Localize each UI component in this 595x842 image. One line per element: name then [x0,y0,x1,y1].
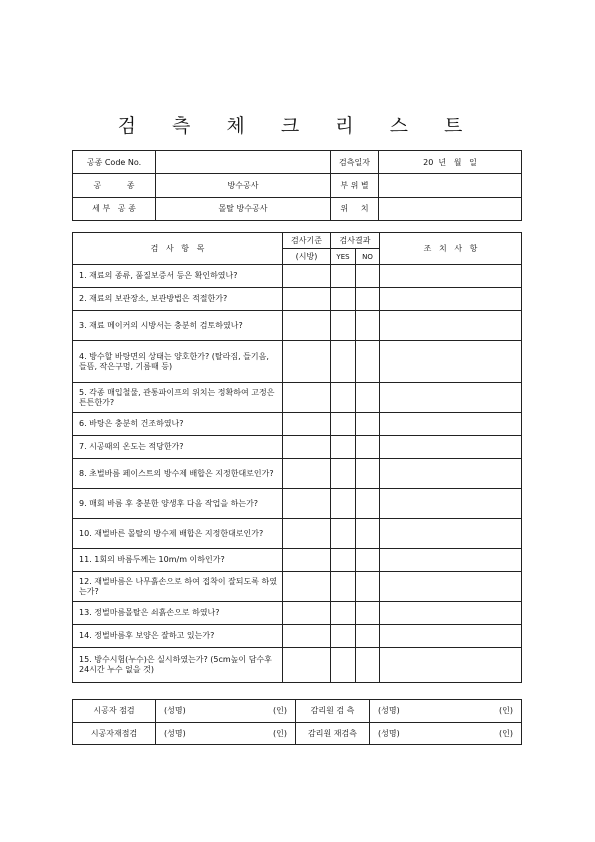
name-placeholder: (성명) [378,706,400,716]
checklist-item-text: 15. 방수시험(누수)은 실시하였는가? (5cm높이 담수후 24시간 누수 없을 것) [73,648,283,683]
checklist-item-text: 13. 정벌마름몰탈은 쇠흙손으로 하였나? [73,602,283,625]
supervisor-check-signature[interactable] [370,700,522,723]
criteria-cell[interactable] [283,625,331,648]
criteria-cell[interactable] [283,288,331,311]
contractor-recheck-signature[interactable] [156,722,296,745]
supervisor-check-label: 감리원 검 측 [296,700,370,723]
work-type-label: 공 종 [73,174,156,197]
criteria-cell[interactable] [283,459,331,489]
action-cell[interactable] [380,625,522,648]
criteria-cell[interactable] [283,341,331,383]
no-cell[interactable] [356,383,380,413]
yes-cell[interactable] [331,311,356,341]
name-placeholder: (성명) [164,706,186,716]
inspection-date-field[interactable]: 20 년 월 일 [379,151,522,174]
checklist-item-text: 2. 재료의 보관장소, 보관방법은 적절한가? [73,288,283,311]
action-cell[interactable] [380,341,522,383]
checklist-row [73,288,522,311]
checklist-row [73,549,522,572]
yes-cell[interactable] [331,265,356,288]
checklist-row [73,648,522,683]
detail-work-label: 세 부 공 종 [73,197,156,220]
action-cell[interactable] [380,383,522,413]
checklist-item-text: 12. 재벌바름은 나무흙손으로 하여 접착이 잘되도록 하였는가? [73,572,283,602]
yes-cell[interactable] [331,648,356,683]
supervisor-recheck-signature[interactable] [370,722,522,745]
action-cell[interactable] [380,413,522,436]
checklist-row [73,459,522,489]
no-cell[interactable] [356,489,380,519]
no-cell[interactable] [356,625,380,648]
action-cell[interactable] [380,572,522,602]
criteria-cell[interactable] [283,602,331,625]
location-field[interactable] [379,197,522,220]
action-cell[interactable] [380,519,522,549]
detail-work-field[interactable]: 몰탈 방수공사 [156,197,331,220]
col-no-header: NO [356,249,380,265]
yes-cell[interactable] [331,413,356,436]
yes-cell[interactable] [331,489,356,519]
checklist-row [73,625,522,648]
col-criteria-sub: (시방) [283,249,331,265]
name-placeholder: (성명) [164,728,186,738]
signature-table [72,699,522,745]
action-cell[interactable] [380,288,522,311]
no-cell[interactable] [356,602,380,625]
contractor-check-signature[interactable] [156,700,296,723]
criteria-cell[interactable] [283,648,331,683]
checklist-row [73,311,522,341]
action-cell[interactable] [380,436,522,459]
yes-cell[interactable] [331,383,356,413]
action-cell[interactable] [380,549,522,572]
checklist-row [73,572,522,602]
checklist-item-text: 4. 방수할 바탕면의 상태는 양호한가? (탈라짐, 들기음, 들뜸, 작은구멍, 기름때 등) [73,341,283,383]
contractor-recheck-label: 시공자재점검 [73,722,156,745]
yes-cell[interactable] [331,625,356,648]
yes-cell[interactable] [331,602,356,625]
yes-cell[interactable] [331,459,356,489]
page-title: 검 측 체 크 리 스 트 [117,115,478,137]
work-type-field[interactable]: 방수공사 [156,174,331,197]
action-cell[interactable] [380,311,522,341]
no-cell[interactable] [356,572,380,602]
checklist-item-text: 10. 재벌바른 몰탈의 방수제 배합은 지정한대로인가? [73,519,283,549]
col-yes-header: YES [331,249,356,265]
checklist-row [73,413,522,436]
col-result-header: 검사결과 [331,233,380,249]
checklist-item-text: 5. 각종 매입철물, 관통파이프의 위치는 정확하여 고정은 튼튼한가? [73,383,283,413]
checklist-item-text: 1. 재료의 종류, 품질보증서 등은 확인하였나? [73,265,283,288]
checklist-item-text: 11. 1회의 바름두께는 10m/m 이하인가? [73,549,283,572]
yes-cell[interactable] [331,519,356,549]
supervisor-recheck-label: 감리원 재검측 [296,722,370,745]
checklist-row [73,265,522,288]
work-code-label: 공종 Code No. [73,151,156,174]
work-code-field[interactable] [156,151,331,174]
seal-label: (인) [273,728,287,738]
no-cell[interactable] [356,265,380,288]
seal-label: (인) [499,706,513,716]
action-cell[interactable] [380,265,522,288]
criteria-cell[interactable] [283,265,331,288]
part-label: 부 위 별 [331,174,379,197]
no-cell[interactable] [356,459,380,489]
no-cell[interactable] [356,549,380,572]
no-cell[interactable] [356,288,380,311]
yes-cell[interactable] [331,549,356,572]
checklist-row [73,489,522,519]
no-cell[interactable] [356,311,380,341]
checklist-row [73,341,522,383]
checklist-row [73,383,522,413]
no-cell[interactable] [356,436,380,459]
checklist-item-text: 9. 매회 바름 후 충분한 양생후 다음 작업을 하는가? [73,489,283,519]
checklist-row [73,436,522,459]
criteria-cell[interactable] [283,413,331,436]
criteria-cell[interactable] [283,383,331,413]
checklist-item-text: 3. 재료 메이커의 시방서는 충분히 검토하였나? [73,311,283,341]
inspection-date-label: 검측일자 [331,151,379,174]
yes-cell[interactable] [331,288,356,311]
checklist-item-text: 6. 바탕은 충분히 건조하였나? [73,413,283,436]
no-cell[interactable] [356,413,380,436]
contractor-check-label: 시공자 점검 [73,700,156,723]
yes-cell[interactable] [331,572,356,602]
action-cell[interactable] [380,459,522,489]
header-table [72,150,522,221]
criteria-cell[interactable] [283,311,331,341]
checklist-item-text: 14. 정벌바름후 보양은 잘하고 있는가? [73,625,283,648]
col-action-header: 조 치 사 항 [380,233,522,265]
checklist-item-text: 7. 시공때의 온도는 적당한가? [73,436,283,459]
part-field[interactable] [379,174,522,197]
action-cell[interactable] [380,602,522,625]
checklist-item-text: 8. 초벌바름 페이스트의 방수제 배합은 지정한대로인가? [73,459,283,489]
criteria-cell[interactable] [283,436,331,459]
criteria-cell[interactable] [283,519,331,549]
criteria-cell[interactable] [283,549,331,572]
action-cell[interactable] [380,648,522,683]
seal-label: (인) [499,728,513,738]
col-items-header: 검 사 항 목 [73,233,283,265]
no-cell[interactable] [356,519,380,549]
checklist-table [72,232,522,683]
criteria-cell[interactable] [283,572,331,602]
action-cell[interactable] [380,489,522,519]
criteria-cell[interactable] [283,489,331,519]
col-criteria-header: 검사기준 [283,233,331,249]
name-placeholder: (성명) [378,728,400,738]
no-cell[interactable] [356,341,380,383]
yes-cell[interactable] [331,341,356,383]
yes-cell[interactable] [331,436,356,459]
checklist-row [73,602,522,625]
seal-label: (인) [273,706,287,716]
location-label: 위 치 [331,197,379,220]
no-cell[interactable] [356,648,380,683]
checklist-row [73,519,522,549]
